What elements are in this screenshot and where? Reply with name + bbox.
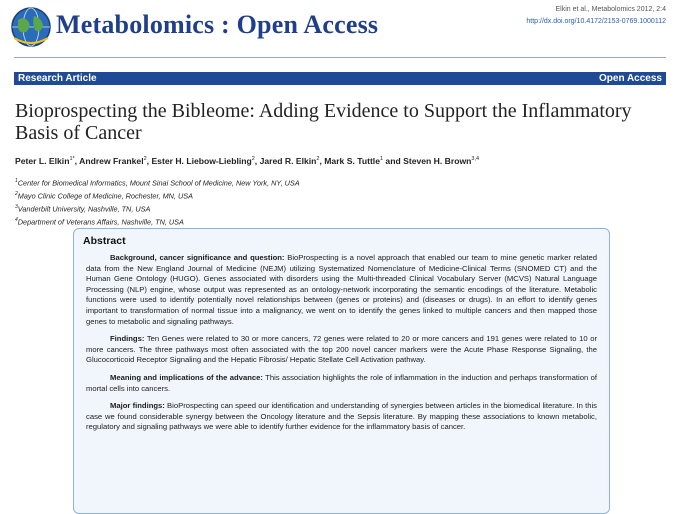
- abstract-section-text: BioProspecting can speed our identification and understanding of synergies between articles in the biomedical literature. In this case we found considerable synergy between the Oncology literature and the Sepsis literature. By mapping these associations to known metabolic, regulatory and signaling pathways we were able to identify further evidence for the inflammatory basis of cancer.: [86, 401, 597, 432]
- author-name: Mark S. Tuttle: [324, 156, 380, 166]
- author-list: Peter L. Elkin$^{1*}$, Andrew Frankel$^2$, Ester H. Liebow-Liebling$^2$, Jared R. Elkin$^2$, Mark S. Tuttle$^1$ and Steven H. Brown$^{3,4}$: [15, 156, 480, 166]
- affiliation-item: [15, 202, 665, 215]
- author-name: Andrew Frankel: [79, 156, 144, 166]
- abstract-heading: Abstract: [83, 235, 126, 247]
- author-affiliation-marker: 2: [143, 156, 147, 163]
- abstract-paragraph: [86, 334, 597, 366]
- affiliation-text: Mayo Clinic College of Medicine, Rochester, MN, USA: [17, 191, 193, 201]
- journal-title: Metabolomics : Open Access: [56, 10, 379, 39]
- affiliation-list: [15, 176, 665, 228]
- access-label: Open Access: [599, 73, 662, 84]
- affiliation-marker: 1: [15, 178, 18, 184]
- header-divider: [14, 57, 666, 58]
- abstract-section-text: Ten Genes were related to 30 or more cancers, 72 genes were related to 20 or more cancers and 191 genes were related to 10 or more cancers. The three pathways most often associated with the top 200 novel cancer markers were the Acute Phase Response Signaling, the Glucocorticoid Receptor Signaling and the Hepatic Fibrosis/ Hepatic Stellate Cell Activation pathway.: [86, 334, 597, 365]
- author-affiliation-marker: 1*: [69, 156, 75, 163]
- citation-block: [526, 4, 666, 28]
- abstract-paragraph: [86, 373, 597, 394]
- abstract-box: [73, 228, 610, 514]
- author-name: Jared R. Elkin: [259, 156, 317, 166]
- article-type-bar: [14, 72, 666, 85]
- affiliation-marker: 3: [15, 204, 18, 211]
- author-affiliation-marker: 1: [379, 156, 384, 163]
- abstract-paragraph: [86, 253, 597, 327]
- abstract-section-label: Major findings:: [110, 401, 165, 411]
- article-type-label: Research Article: [18, 73, 97, 84]
- doi-link[interactable]: http://dx.doi.org/10.4172/2153-0769.1000112: [526, 18, 666, 25]
- affiliation-item: [15, 176, 665, 189]
- affiliation-text: Department of Veterans Affairs, Nashville, TN, USA: [17, 217, 184, 227]
- abstract-section-text: BioProspecting is a novel approach that enabled our team to mine genetic marker related data from the New England Journal of Medicine (NEJM) utilizing Systematized Nomenclature of Medicine-Clinical Terms (SNOMED CT) and the Human Gene Ontology (HUGO). Genes associated with disorders using the Multi-threaded Clinical Vocabulary Server (MCVS) Natural Language Processing (NLP) engine, whose output was represented as an ontology-network incorporating the semantic encodings of the literature. Metabolic functions were used to identify potentially novel relationships between (genes or proteins) and (diseases or drugs). In an effort to identify genes important to transformation of normal tissue into a malignancy, we went on to identify the genes linked to multiple cancers and then mapped those genes to metabolic and signaling pathways.: [86, 253, 597, 326]
- affiliation-text: Center for Biomedical Informatics, Mount Sinai School of Medicine, New York, NY, USA: [17, 178, 300, 188]
- abstract-section-text: This association highlights the role of inflammation in the induction and perhaps transformation of mortal cells into cancers.: [86, 372, 597, 393]
- author-name: Steven H. Brown: [403, 156, 472, 166]
- author-affiliation-marker: 2: [316, 156, 320, 163]
- abstract-section-label: Meaning and implications of the advance:: [110, 372, 263, 382]
- affiliation-text: Vanderbilt University, Nashville, TN, USA: [17, 204, 151, 214]
- paper-title: Bioprospecting the Bibleome: Adding Evidence to Support the Inflammatory Basis of Cancer: [15, 100, 632, 144]
- author-affiliation-marker: 3,4: [471, 156, 480, 163]
- journal-logo-icon: [10, 6, 52, 48]
- citation-line: Elkin et al., Metabolomics 2012, 2:4: [555, 6, 666, 13]
- affiliation-marker: 2: [15, 191, 18, 198]
- abstract-section-label: Findings:: [110, 334, 145, 344]
- affiliation-item: [15, 189, 665, 202]
- author-name: Ester H. Liebow-Liebling: [151, 156, 252, 166]
- abstract-sections: [86, 253, 597, 433]
- author-affiliation-marker: 2: [251, 156, 255, 163]
- abstract-section-label: Background, cancer significance and question:: [110, 253, 285, 262]
- affiliation-item: [15, 215, 665, 228]
- abstract-paragraph: [86, 401, 597, 433]
- affiliation-marker: 4: [15, 217, 18, 224]
- author-name: Peter L. Elkin: [15, 156, 70, 166]
